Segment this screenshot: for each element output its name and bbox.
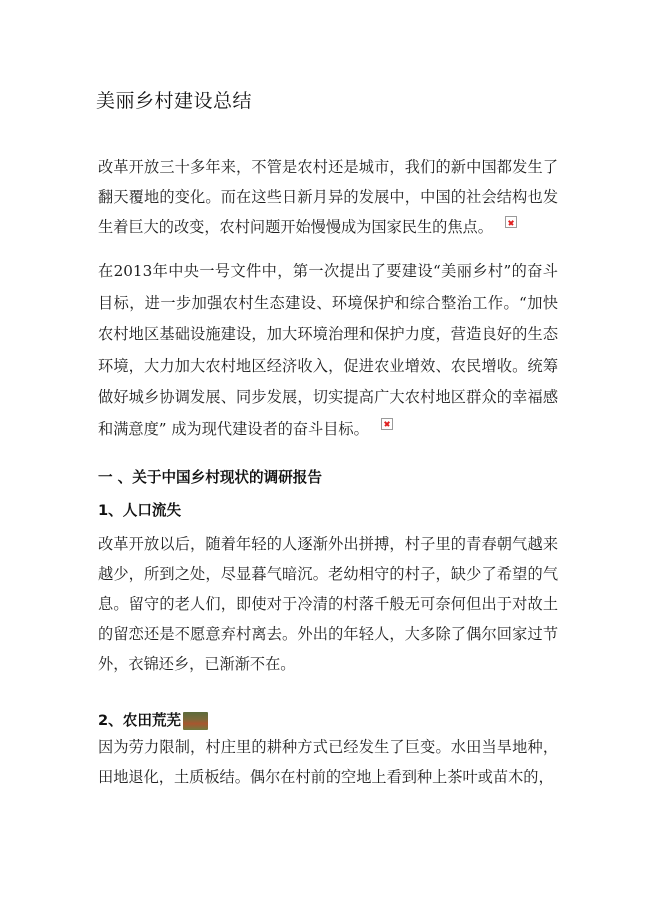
document-title: 美丽乡村建设总结 [96,90,253,112]
paragraph-intro [98,152,558,242]
broken-image-icon [505,216,517,228]
broken-image-icon [381,418,393,430]
paragraph-farmland: 因为劳力限制，村庄里的耕种方式已经发生了巨变。水田当旱地种，田地退化，土质板结。偶尔在村前的空地上看到种上茶叶或苗木的， [98,738,558,786]
paragraph-intro-text: 改革开放三十多年来，不管是农村还是城市，我们的新中国都发生了翻天覆地的变化。而在这些日新月异的发展中，中国的社会结构也发生着巨大的改变，农村问题开始慢慢成为国家民生的焦点。 [98,158,558,236]
section-heading: 一 、关于中国乡村现状的调研报告 [98,469,322,486]
paragraph-policy [98,256,558,445]
paragraph-policy-text: 在2013年中央一号文件中，第一次提出了要建设“美丽乡村”的奋斗目标，进一步加强农村生态建设、环境保护和综合整治工作。“加快农村地区基础设施建设，加大环境治理和保护力度，营造良好的生态环境，大力加大农村地区经济收入，促进农业增效、农民增收。统筹做好城乡协调发展、同步发展，切实提高广大农村地区群众的幸福感和满意度” 成为现代建设者的奋斗目标。 [98,262,558,438]
subheading-population: 1、人口流失 [98,502,182,519]
subheading-farmland-row [98,709,208,730]
paragraph-population: 改革开放以后，随着年轻的人逐渐外出拼搏，村子里的青春朝气越来越少，所到之处，尽显暮气暗沉。老幼相守的村子，缺少了希望的气息。留守的老人们，即使对于冷清的村落千般无可奈何但出于对故土的留恋还是不愿意弃村离去。外出的年轻人，大多除了偶尔回家过节外，衣锦还乡，已渐渐不在。 [98,535,558,673]
farmland-photo-thumbnail [183,712,208,730]
subheading-farmland: 2、农田荒芜 [98,712,182,729]
